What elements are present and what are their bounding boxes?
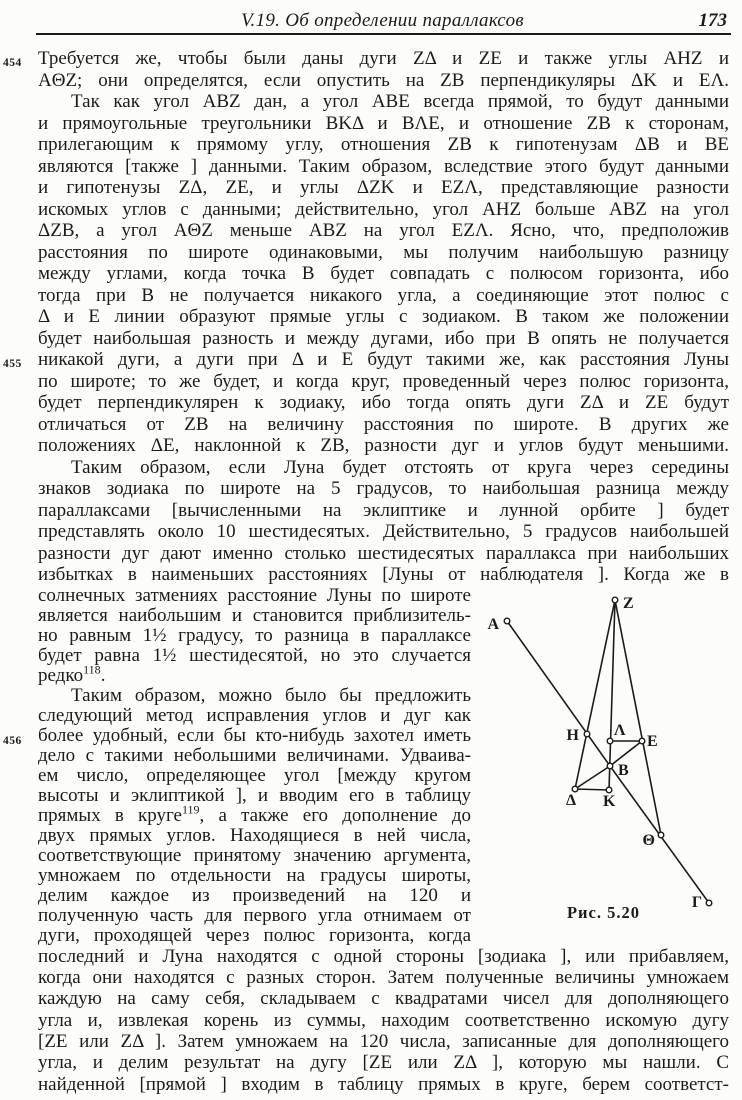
text-line: редко$^{118}$. xyxy=(38,662,106,686)
body-text xyxy=(3,48,729,1095)
margin-section-number: 455 xyxy=(3,358,22,370)
text-line: отличаться от ZB на величину расстояния по широте. В других же xyxy=(38,413,729,435)
text-line: полученную часть для первого угла отнимаем от xyxy=(38,904,471,926)
text-line: двух прямых углов. Находящиеся в ней числа, xyxy=(38,824,471,846)
text-section-beside-figure xyxy=(3,584,729,946)
text-line: ем число, определяющее угол [между кругом xyxy=(38,764,471,786)
text-line: каждую на саму себя, складываем с квадратами чисел для дополняющего xyxy=(38,988,729,1010)
text-line: будет наибольшая разность и между дугами, ибо при B опять не получается xyxy=(38,327,729,349)
figure-label-Δ: Δ xyxy=(566,791,577,809)
text-line: является наибольшим и становится приблизитель- xyxy=(38,604,471,626)
text-line: знаков зодиака по широте на 5 градусов, то наибольшая разница между xyxy=(38,478,729,499)
margin-section-number: 456 xyxy=(3,734,22,747)
text-line: [ZE или ZΔ ]. Затем умножаем на 120 числа, записанные для дополняющего xyxy=(38,1031,729,1053)
text-line: дуги, проходящей через полюс горизонта, когда xyxy=(38,924,471,946)
text-line: искомых углов с данными; действительно, угол AHZ больше ABZ на угол xyxy=(38,198,729,220)
text-line: и гипотенузы ZΔ, ZE, и углы ΔZK и EZΛ, представляющие разности xyxy=(38,177,729,198)
text-line: прямых в круге$^{119}$, а также его дополнение до xyxy=(38,802,471,826)
text-line: следующий метод исправления углов и дуг как xyxy=(38,704,471,726)
text-line: Так как угол ABZ дан, а угол ABE всегда прямой, то будут данными xyxy=(71,91,729,112)
text-line: ΔZB, а угол AΘZ меньше ABZ на угол EZΛ. Ясно, что, предположив xyxy=(38,220,729,241)
text-line: AΘZ; они определятся, если опустить на ZB перпендикуляры ΔK и EΛ. xyxy=(38,69,729,91)
text-line: угла и, извлекая корень из суммы, находим соответственно искомую дугу xyxy=(38,1009,729,1031)
text-line: но равным 1½ градусу, то разница в параллаксе xyxy=(38,624,471,646)
figure-label-B: B xyxy=(618,761,629,779)
text-line: умножаем по отдельности на градусы широты, xyxy=(38,864,471,886)
text-line: параллаксами [вычисленными на эклиптике и лунной орбите ] будет xyxy=(38,499,729,521)
text-line: 454 Требуется же, чтобы были даны дуги ZΔ и ZE и также углы AHZ и xyxy=(38,48,729,70)
figure-label-K: K xyxy=(603,792,616,810)
text-line: последний и Луна находятся с одной стороны [зодиака ], или прибавляем, xyxy=(38,945,729,967)
text-line: Таким образом, если Луна будет отстоять от круга через середины xyxy=(71,456,729,478)
figure-label-Z: Z xyxy=(623,594,634,612)
text-line: будет равна 1½ шестидесятой, но это случается xyxy=(38,644,471,666)
margin-section-number: 454 xyxy=(3,57,22,69)
figure-caption: Рис. 5.20 xyxy=(566,902,641,922)
figure-label-E: E xyxy=(647,732,658,750)
figure-label-Λ: Λ xyxy=(614,721,626,739)
text-line: Δ и E линии образуют прямые углы с зодиаком. В таком же положении xyxy=(38,306,729,327)
text-line: соответствующие принятому значению аргумента, xyxy=(38,844,471,866)
text-line: прилегающим к прямому углу, отношения ZB к гипотенузам ΔB и BE xyxy=(38,134,729,155)
text-line: дело с такими небольшими величинами. Удваива- xyxy=(38,744,471,766)
running-title: V.19. Об определении параллаксов xyxy=(241,10,524,31)
text-section-top xyxy=(3,48,729,586)
figure-label-Θ: Θ xyxy=(642,831,655,849)
text-section-bottom xyxy=(38,946,729,1096)
header-rule xyxy=(36,33,731,35)
text-line: Таким образом, можно было бы предложить xyxy=(71,684,471,706)
text-line: когда они находятся с разных сторон. Затем полученные величины умножаем xyxy=(38,966,729,988)
text-line: представлять около 10 шестидесятых. Действительно, 5 градусов наибольшей xyxy=(38,521,729,542)
text-line: избытках в наименьших расстояниях [Луны от наблюдателя ]. Когда же в xyxy=(38,564,729,585)
page-number: 173 xyxy=(698,10,727,31)
footnote-reference: 119 xyxy=(181,802,200,817)
text-line: угла, и делим результат на дугу [ZE или ZΔ ], которую мы нашли. С xyxy=(38,1052,729,1074)
text-line: разности дуг дают именно столько шестидесятых параллакса при наибольших xyxy=(38,542,729,564)
text-line: по широте; то же будет, и когда круг, проведенный через полюс горизонта, xyxy=(38,370,729,392)
text-line: делим каждое из произведений на 120 и xyxy=(38,884,471,906)
footnote-reference: 118 xyxy=(83,662,101,677)
figure-label-Γ: Γ xyxy=(691,893,702,908)
figure-label-H: H xyxy=(566,726,579,744)
text-line: будет перпендикулярен к зодиаку, ибо тогда опять дуги ZΔ и ZE будут xyxy=(38,392,729,413)
text-line: и прямоугольные треугольники BKΔ и BΛE, и отношение ZB к сторонам, xyxy=(38,112,729,134)
text-line: 456 более удобный, если бы кто-нибудь захотел иметь xyxy=(38,726,729,746)
text-line: расстояния по широте одинаковыми, мы получим наибольшую разницу xyxy=(38,241,729,263)
text-line: положениях ΔE, наклонной к ZB, разности дуг и углов будут меньшими. xyxy=(38,435,729,456)
figure-label-A: A xyxy=(487,615,499,633)
text-line: между углами, когда точка B будет совпадать с полюсом горизонта, ибо xyxy=(38,263,729,284)
text-line: высоты и эклиптикой ], и вводим его в таблицу xyxy=(38,784,471,806)
text-line: найденной [прямой ] входим в таблицу прямых в круге, берем соответст- xyxy=(38,1073,729,1095)
text-line: являются [также ] данными. Таким образом, вследствие этого будут данными xyxy=(38,155,729,177)
text-line: 455 никакой дуги, а дуги при Δ и E будут такими же, как расстояния Луны xyxy=(38,349,729,371)
text-line: солнечных затмениях расстояние Луны по широте xyxy=(38,584,471,606)
text-line: тогда при B не получается никакого угла, а соединяющие этот полюс с xyxy=(38,284,729,306)
